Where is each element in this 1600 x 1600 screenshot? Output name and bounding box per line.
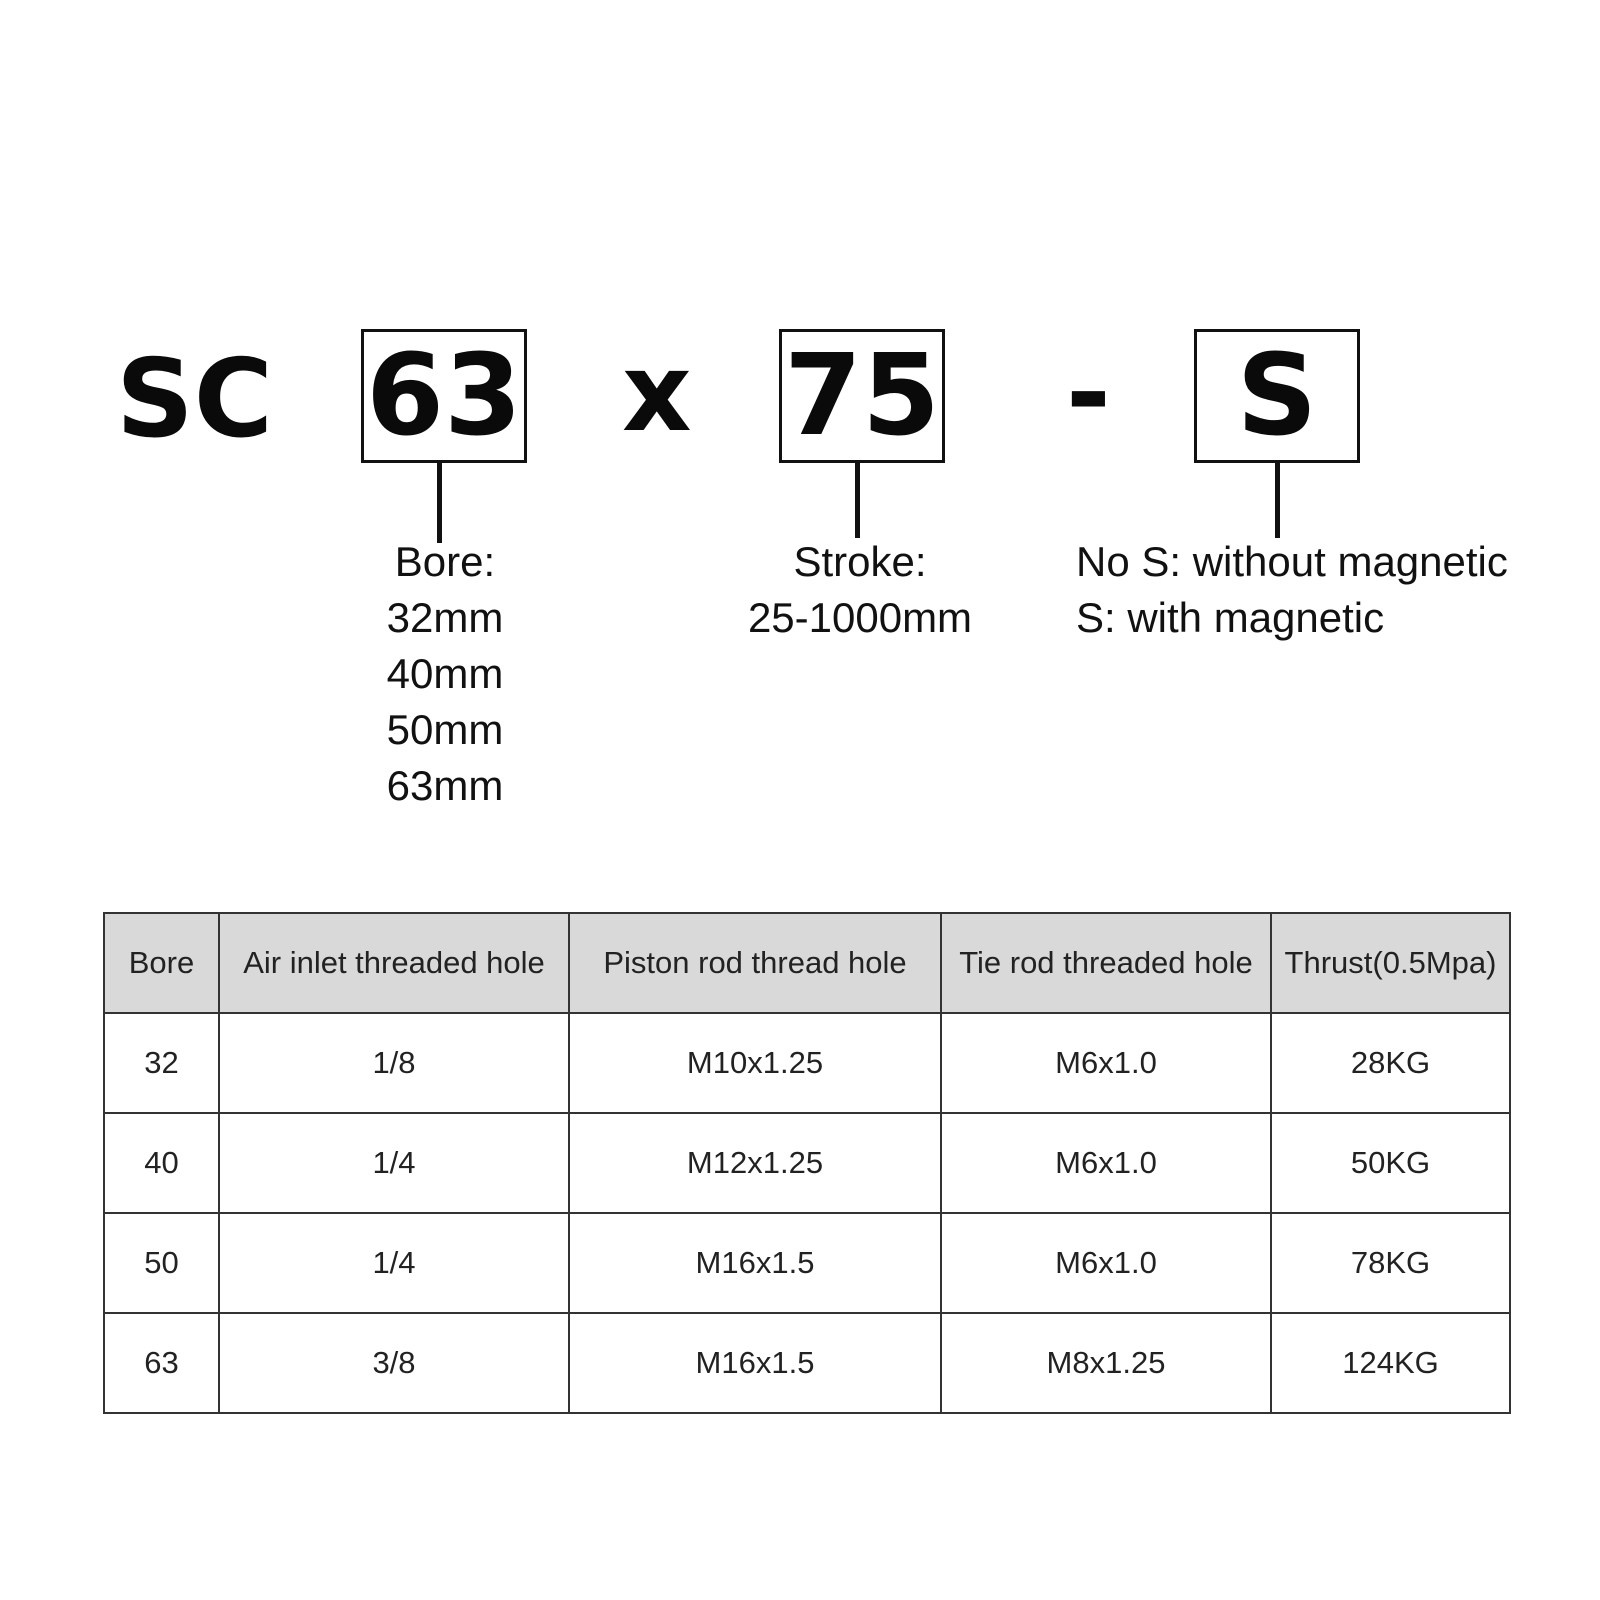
- bore-value: 63: [366, 331, 522, 461]
- cell-bore: 50: [104, 1213, 219, 1313]
- bore-option: 63mm: [386, 762, 504, 809]
- bore-connector-line: [437, 463, 442, 543]
- table-row: [104, 1013, 1510, 1113]
- header-thrust: Thrust(0.5Mpa): [1271, 913, 1510, 1013]
- cell-air-inlet: 1/8: [219, 1013, 569, 1113]
- cell-tie-rod: M6x1.0: [941, 1113, 1271, 1213]
- cell-piston-rod: M10x1.25: [569, 1013, 941, 1113]
- stroke-description: [720, 534, 1000, 646]
- bore-option: 50mm: [386, 706, 504, 753]
- cell-thrust: 50KG: [1271, 1113, 1510, 1213]
- table-row: [104, 1113, 1510, 1213]
- cell-bore: 32: [104, 1013, 219, 1113]
- cell-piston-rod: M12x1.25: [569, 1113, 941, 1213]
- cell-piston-rod: M16x1.5: [569, 1213, 941, 1313]
- header-piston-rod: Piston rod thread hole: [569, 913, 941, 1013]
- magnetic-value: S: [1236, 331, 1318, 461]
- separator-dash: -: [1066, 331, 1111, 456]
- separator-x: x: [622, 331, 692, 456]
- cell-tie-rod: M6x1.0: [941, 1213, 1271, 1313]
- stroke-connector-line: [855, 463, 860, 538]
- cell-tie-rod: M8x1.25: [941, 1313, 1271, 1413]
- cell-air-inlet: 1/4: [219, 1213, 569, 1313]
- magnetic-connector-line: [1275, 463, 1280, 538]
- magnetic-description: [1076, 534, 1508, 646]
- cell-bore: 40: [104, 1113, 219, 1213]
- cell-air-inlet: 3/8: [219, 1313, 569, 1413]
- stroke-range: 25-1000mm: [747, 594, 973, 641]
- magnetic-value-box: [1194, 329, 1360, 463]
- bore-value-box: [361, 329, 527, 463]
- magnetic-option-s: S: with magnetic: [1076, 594, 1385, 641]
- bore-title: Bore:: [394, 538, 496, 585]
- stroke-title: Stroke:: [793, 538, 927, 585]
- cell-thrust: 78KG: [1271, 1213, 1510, 1313]
- magnetic-option-none: No S: without magnetic: [1076, 538, 1508, 585]
- cell-piston-rod: M16x1.5: [569, 1313, 941, 1413]
- table-row: [104, 1313, 1510, 1413]
- cell-thrust: 28KG: [1271, 1013, 1510, 1113]
- table-header-row: [104, 913, 1510, 1013]
- header-air-inlet: Air inlet threaded hole: [219, 913, 569, 1013]
- header-tie-rod: Tie rod threaded hole: [941, 913, 1271, 1013]
- cell-thrust: 124KG: [1271, 1313, 1510, 1413]
- stroke-value-box: [779, 329, 945, 463]
- cell-bore: 63: [104, 1313, 219, 1413]
- header-bore: Bore: [104, 913, 219, 1013]
- stroke-value: 75: [784, 331, 940, 461]
- bore-description: [340, 534, 550, 814]
- bore-option: 40mm: [386, 650, 504, 697]
- specification-table: [103, 912, 1511, 1414]
- table-row: [104, 1213, 1510, 1313]
- model-prefix: SC: [116, 337, 274, 462]
- cell-tie-rod: M6x1.0: [941, 1013, 1271, 1113]
- cell-air-inlet: 1/4: [219, 1113, 569, 1213]
- bore-option: 32mm: [386, 594, 504, 641]
